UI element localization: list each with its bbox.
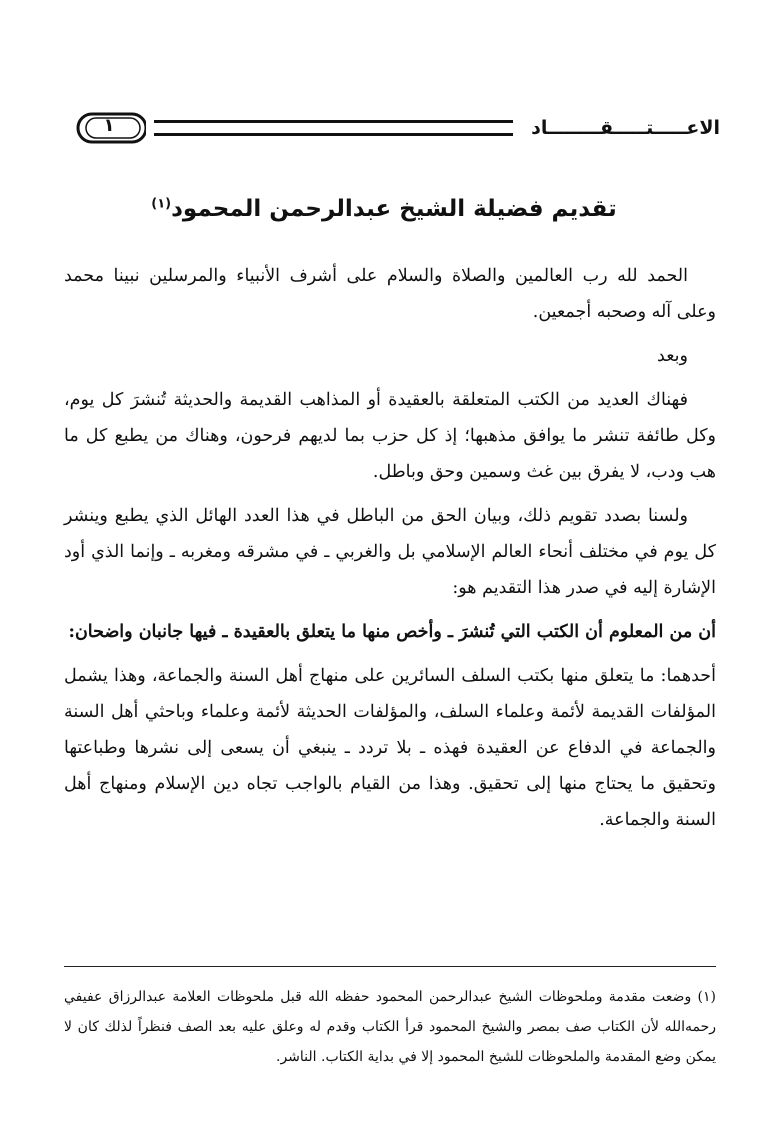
title-footnote-ref: (١) [151,196,172,212]
running-header [72,106,720,150]
page-number-badge [72,111,146,145]
body-text [64,258,716,846]
paragraph-two-aspects: أن من المعلوم أن الكتب التي تُنشرَ ـ وأخص منها ما يتعلق بالعقيدة ـ فيها جانبان واضحان: [68,622,716,642]
paragraph-wabaad: وبعد [657,346,688,366]
paragraph-books: فهناك العديد من الكتب المتعلقة بالعقيدة أو المذاهب القديمة والحديثة تُنشرَ كل يوم، وكل طائفة تنشر ما يوافق مذهبها؛ إذ كل حزب بما لديهم فرحون، وهناك من يطبع كل ما هب ودب، لا يفرق بين غث وسمين وحق وباطل. [64,390,716,482]
running-title: الاعـــــتـــــقــــــــاد [531,117,720,139]
page-title [60,196,708,222]
footnote-divider [64,966,716,967]
header-rule [154,120,513,136]
footnote: (١) وضعت مقدمة وملحوظات الشيخ عبدالرحمن المحمود حفظه الله قبل ملحوظات العلامة عبدالرزاق عفيفي رحمه‌الله لأن الكتاب صف بمصر والشيخ المحمود قرأ الكتاب وقدم له وعلق عليه بعد الصف فنظراً لذلك كان لا يمكن وضع المقدمة والملحوظات للشيخ المحمود إلا في بداية الكتاب. الناشر. [64,989,716,1065]
paragraph-assessment: ولسنا بصدد تقويم ذلك، وبيان الحق من الباطل في هذا العدد الهائل الذي يطبع وينشر كل يوم في مختلف أنحاء العالم الإسلامي بل والغربي ـ في مشرقه ومغربه ـ وإنما الذي أود الإشارة إليه في صدر هذا التقديم هو: [64,506,716,598]
page-number: ١ [103,115,115,136]
title-text: تقديم فضيلة الشيخ عبدالرحمن المحمود [171,196,617,222]
paragraph-opening: الحمد لله رب العالمين والصلاة والسلام على أشرف الأنبياء والمرسلين نبينا محمد وعلى آله وصحبه أجمعين. [64,266,716,322]
paragraph-first-aspect: أحدهما: ما يتعلق منها بكتب السلف السائرين على منهاج أهل السنة والجماعة، وهذا يشمل المؤلفات القديمة لأئمة وعلماء السلف، والمؤلفات الحديثة لأئمة وعلماء وباحثي أهل السنة والجماعة في الدفاع عن العقيدة فهذه ـ بلا تردد ـ ينبغي أن يسعى إلى نشرها وطباعتها وتحقيق ما يحتاج منها إلى تحقيق. وهذا من القيام بالواجب تجاه دين الإسلام ومنهاج أهل السنة والجماعة. [64,666,716,830]
